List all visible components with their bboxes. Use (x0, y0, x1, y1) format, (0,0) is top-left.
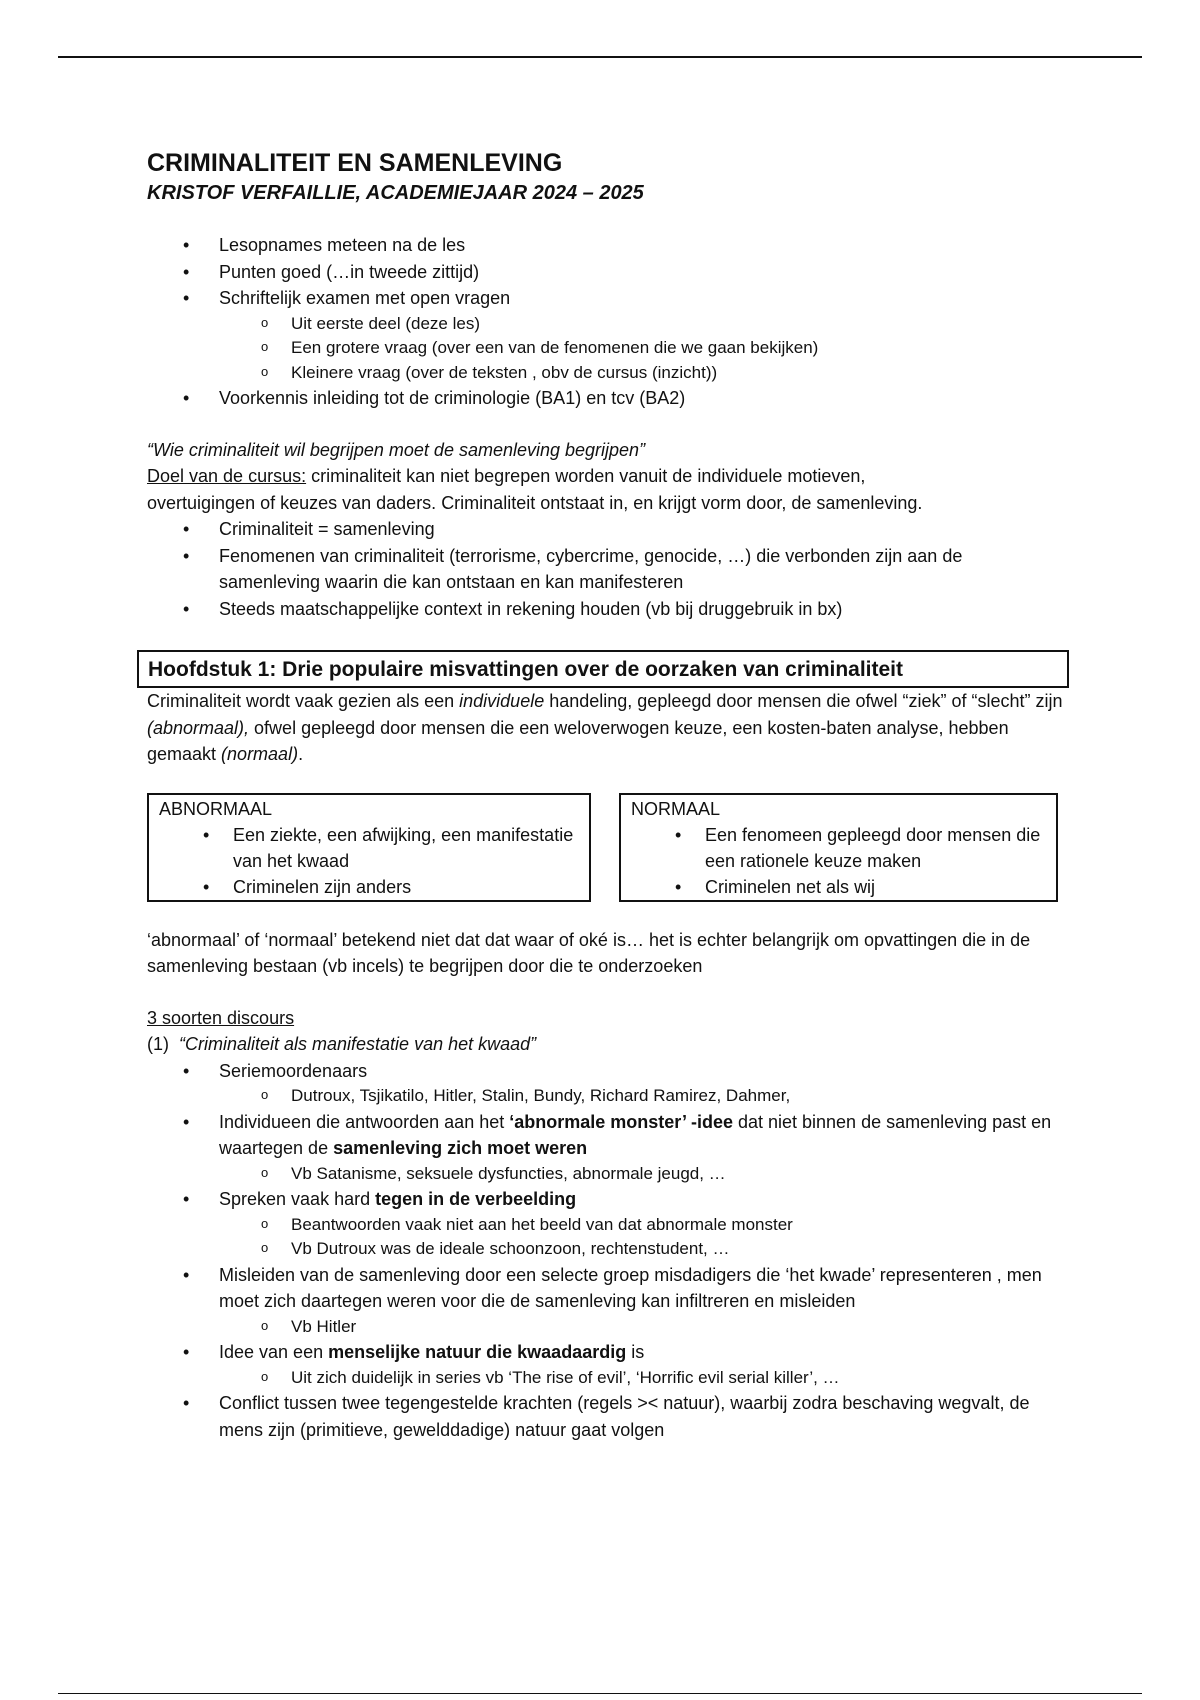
list-item: • Lesopnames meteen na de les (147, 232, 1067, 259)
list-item: • Een ziekte, een afwijking, een manifestatie van het kwaad (159, 822, 581, 874)
note-paragraph: ‘abnormaal’ of ‘normaal’ betekend niet dat dat waar of oké is… het is echter belangrijk om opvattingen die in de samenleving bestaan (vb incels) te begrijpen door die te onderzoeken (147, 929, 1031, 976)
discours-first: (1) “Criminaliteit als manifestatie van het kwaad” (147, 1034, 537, 1054)
list-item: • Misleiden van de samenleving door een selecte groep misdadigers die ‘het kwade’ representeren , men moet zich daartegen weren voor die de samenleving kan infiltreren en misleiden o Vb Hitler (147, 1262, 1067, 1340)
list-item: • Individueen die antwoorden aan het ‘abnormale monster’ -idee dat niet binnen de samenleving past en waartegen de samenleving zich moet weren o Vb Satanisme, seksuele dysfuncties, abnormale jeugd, … (147, 1109, 1067, 1187)
sub-list-item: o Uit eerste deel (deze les) (219, 312, 1067, 337)
top-rule (58, 56, 1142, 58)
list-item (147, 285, 1067, 385)
sub-list-item: o Uit zich duidelijk in series vb ‘The rise of evil’, ‘Horrific evil serial killer’, … (219, 1366, 1067, 1391)
sub-list-item: o Vb Dutroux was de ideale schoonzoon, rechtenstudent, … (219, 1237, 1067, 1262)
sub-list-item: o Vb Satanisme, seksuele dysfuncties, abnormale jeugd, … (219, 1162, 1067, 1187)
list-item: • Voorkennis inleiding tot de criminologie (BA1) en tcv (BA2) (147, 385, 1067, 412)
sub-list-item: o Dutroux, Tsjikatilo, Hitler, Stalin, Bundy, Richard Ramirez, Dahmer, (219, 1084, 1067, 1109)
list-item: • Fenomenen van criminaliteit (terrorisme, cybercrime, genocide, …) die verbonden zijn aan de samenleving waarin die kan ontstaan en kan manifesteren (147, 543, 1067, 596)
comparison-boxes (147, 793, 1067, 902)
list-item: • Idee van een menselijke natuur die kwaadaardig is o Uit zich duidelijk in series vb ‘The rise of evil’, ‘Horrific evil serial killer’, … (147, 1339, 1067, 1390)
bottom-rule (58, 1693, 1142, 1694)
sub-list-item: o Kleinere vraag (over de teksten , obv de cursus (inzicht)) (219, 361, 1067, 386)
list-item: • Criminelen net als wij (631, 874, 1048, 900)
course-quote: “Wie criminaliteit wil begrijpen moet de samenleving begrijpen” (147, 439, 646, 460)
list-item-text: Schriftelijk examen met open vragen (219, 288, 511, 308)
list-item: • Criminelen zijn anders (159, 874, 581, 900)
abnormal-box (147, 793, 591, 902)
list-item: • Seriemoordenaars o Dutroux, Tsjikatilo, Hitler, Stalin, Bundy, Richard Ramirez, Dahmer, (147, 1058, 1067, 1109)
list-item: • Punten goed (…in tweede zittijd) (147, 259, 1067, 286)
list-item: • Conflict tussen twee tegengestelde krachten (regels >< natuur), waarbij zodra beschaving wegvalt, de mens zijn (primitieve, gewelddadige) natuur gaat volgen (147, 1390, 1067, 1443)
document-subtitle: KRISTOF VERFAILLIE, ACADEMIEJAAR 2024 – 2025 (147, 182, 644, 204)
course-goal: Doel van de cursus: criminaliteit kan niet begrepen worden vanuit de individuele motieven, overtuigingen of keuzes van daders. Criminaliteit ontstaat in, en krijgt vorm door, de samenleving. (147, 466, 923, 513)
chapter-heading: Hoofdstuk 1: Drie populaire misvattingen over de oorzaken van criminaliteit (137, 650, 1069, 688)
sub-list-item: o Vb Hitler (219, 1315, 1067, 1340)
list-item: • Steeds maatschappelijke context in rekening houden (vb bij druggebruik in bx) (147, 596, 1067, 623)
box-title: ABNORMAAL (159, 798, 273, 819)
discours-list (147, 1058, 1067, 1444)
box-title: NORMAAL (631, 798, 721, 819)
goal-list (147, 516, 1067, 622)
sub-list-item: o Een grotere vraag (over een van de fenomenen die we gaan bekijken) (219, 336, 1067, 361)
sub-list (219, 312, 1067, 386)
list-item: • Spreken vaak hard tegen in de verbeelding o Beantwoorden vaak niet aan het beeld van dat abnormale monster o Vb Dutroux was de ideale schoonzoon, rechtenstudent, … (147, 1186, 1067, 1262)
document-body (147, 148, 1067, 1443)
sub-list-item: o Beantwoorden vaak niet aan het beeld van dat abnormale monster (219, 1213, 1067, 1238)
discours-heading: 3 soorten discours (147, 1007, 295, 1028)
list-item: • Een fenomeen gepleegd door mensen die een rationele keuze maken (631, 822, 1048, 874)
list-item: • Criminaliteit = samenleving (147, 516, 1067, 543)
intro-list (147, 232, 1067, 412)
document-title: CRIMINALITEIT EN SAMENLEVING (147, 149, 563, 177)
chapter-intro: Criminaliteit wordt vaak gezien als een individuele handeling, gepleegd door mensen die ofwel “ziek” of “slecht” zijn (abnormaal), ofwel gepleegd door mensen die een weloverwogen keuze, een kosten-baten analyse, hebben gemaakt (normaal). (147, 691, 1063, 764)
normal-box (619, 793, 1058, 902)
